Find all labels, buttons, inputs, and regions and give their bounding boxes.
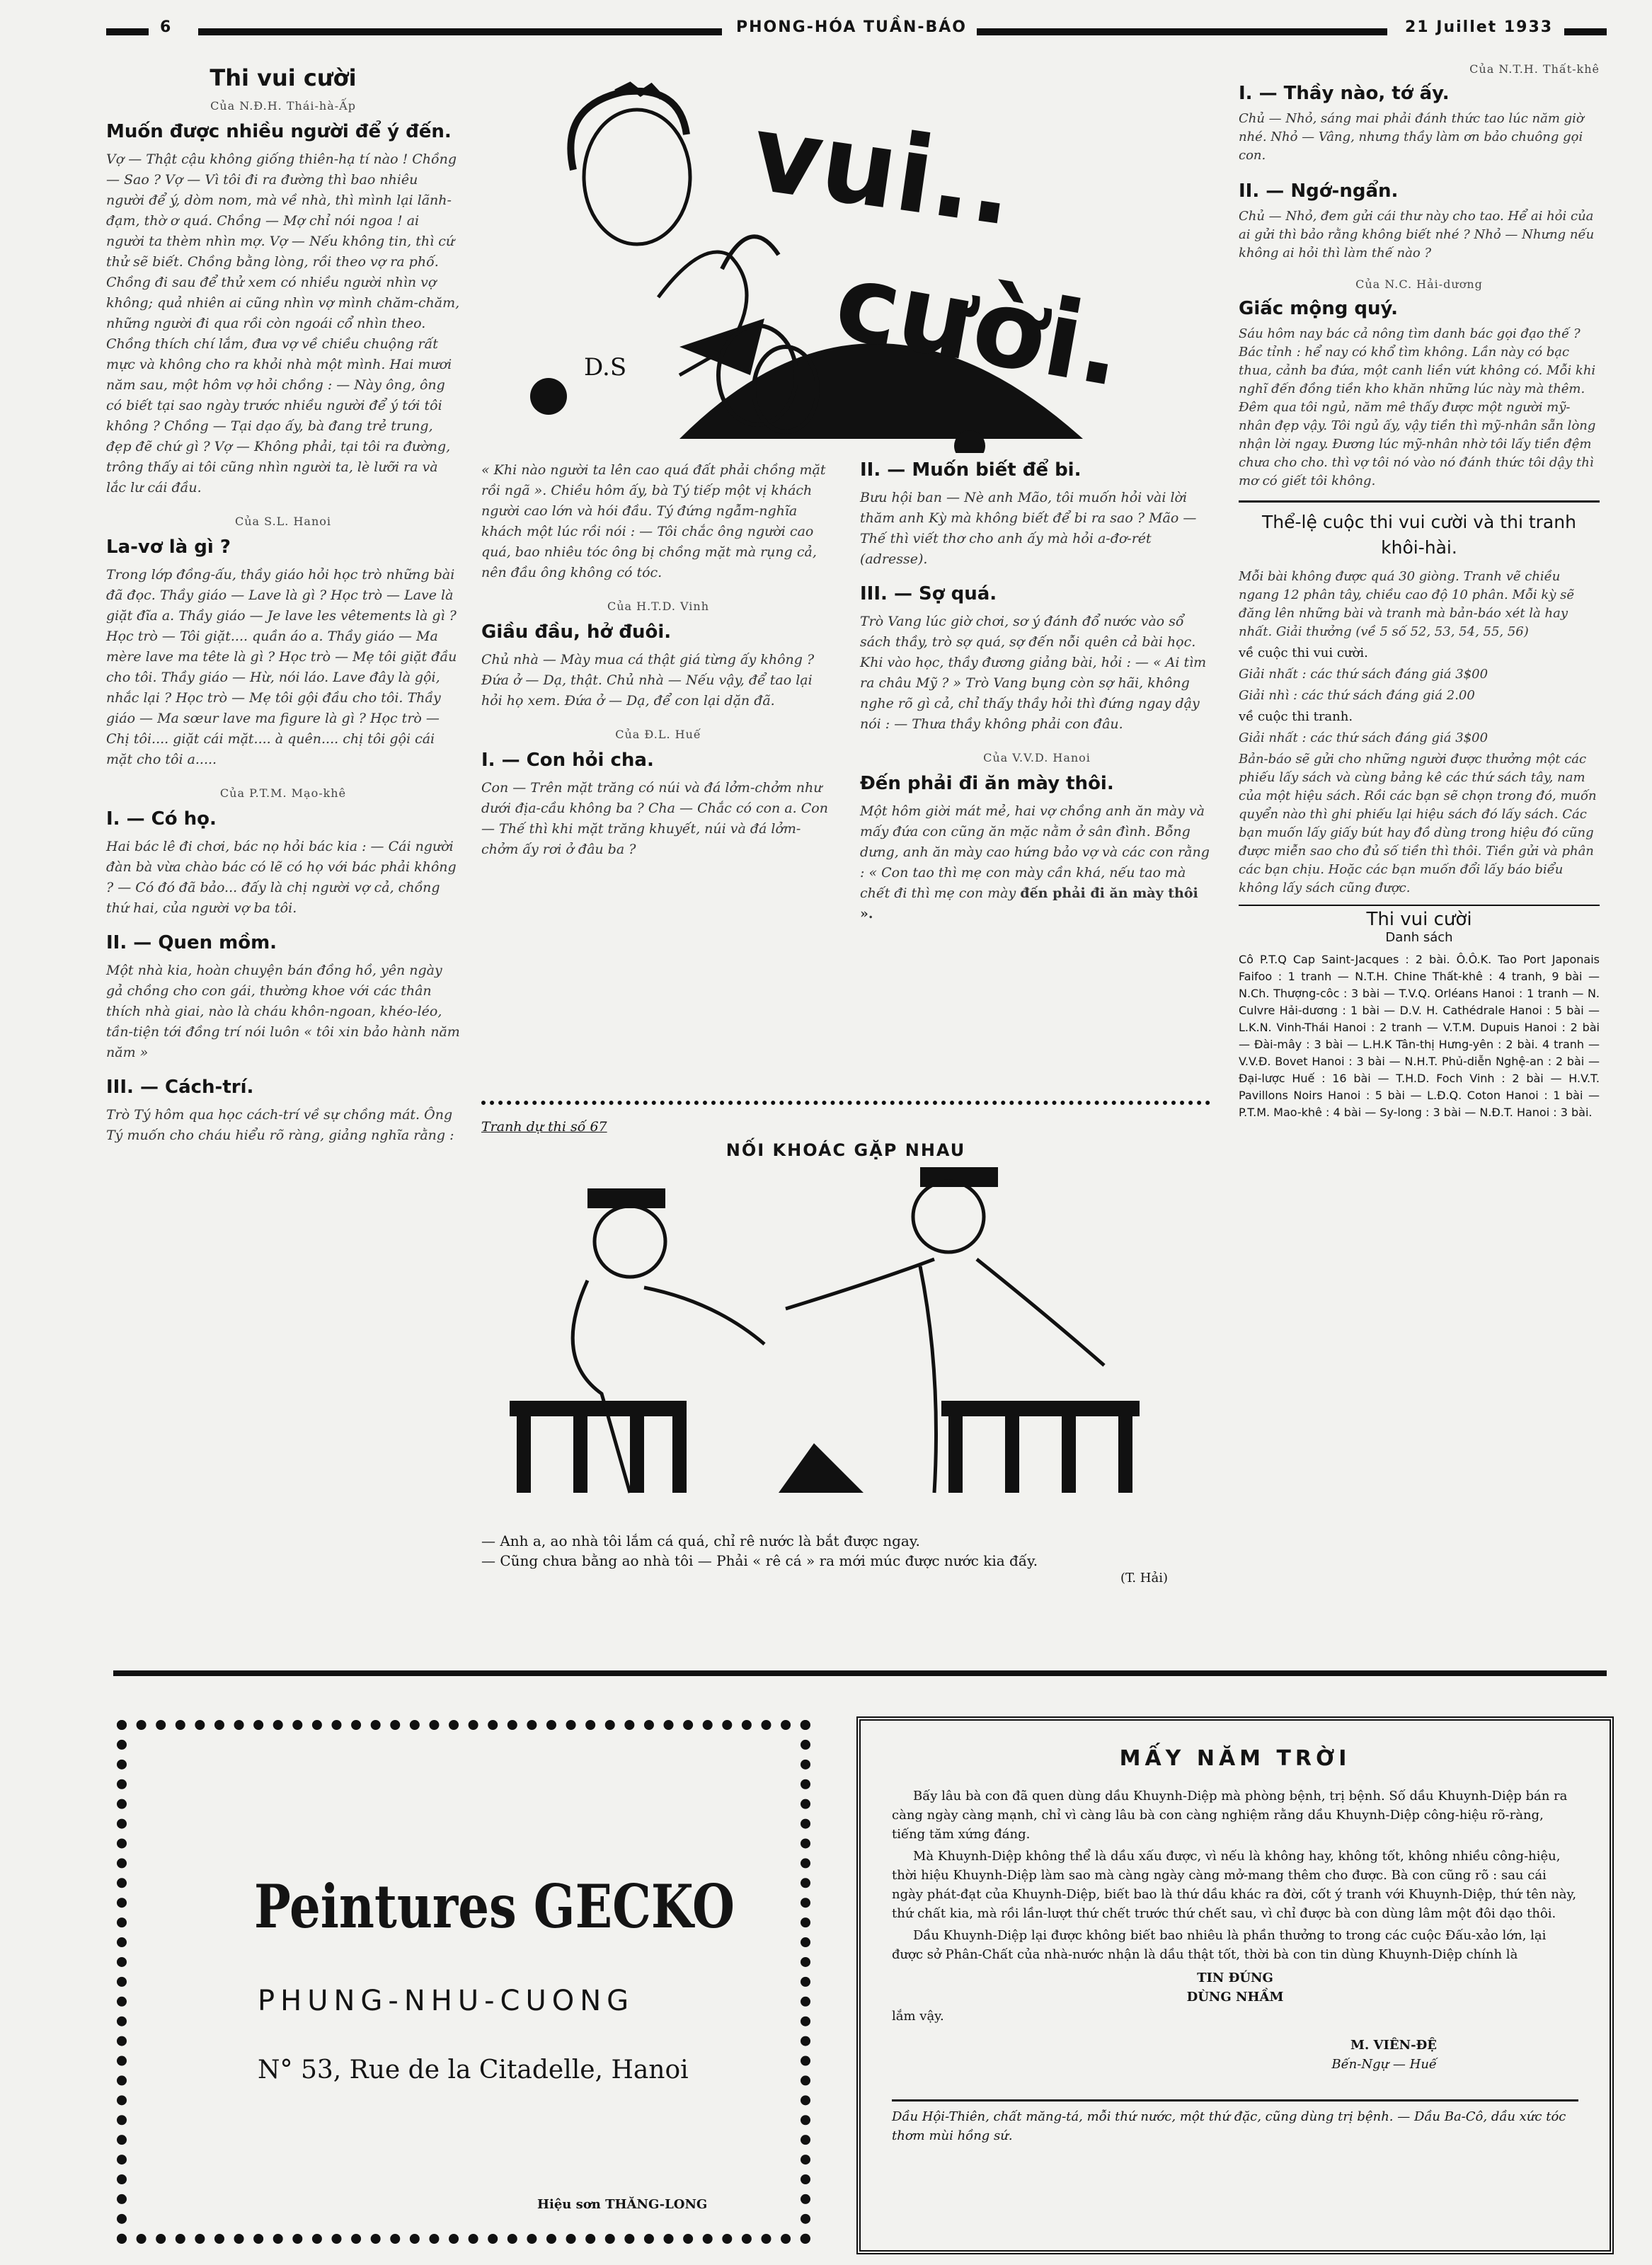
story-text: Trò Vang lúc giờ chơi, sơ ý đánh đổ nước vào sổ sách thầy, trò sợ quá, sợ đến nỗi quên cả bài học. Khi vào học, thầy đương giảng bài, hỏi : — « Ai tìm ra châu Mỹ ? » Trò Vang bụng còn sợ hãi, không nghe rõ gì cả, chỉ thấy thầy hỏi thì đứng ngay dậy nói : — Thưa thầy không phải con đâu. bbox=[860, 614, 1207, 732]
prize-item: Giải nhất : các thứ sách đáng giá 3$00 bbox=[1239, 667, 1488, 682]
ad-paragraph: Bấy lâu bà con đã quen dùng dầu Khuynh-Diệp mà phòng bệnh, trị bệnh. Số dầu Khuynh-Diệp bán ra càng ngày càng mạnh, chỉ vì càng lâu bà con càng nghiệm rằng dầu Khuynh-Diệp công-hiệu rõ-ràng, tiếng tăm xứng đáng. bbox=[892, 1789, 1568, 1842]
story-title: III. — Sợ quá. bbox=[860, 583, 997, 604]
story-text: Con — Trên mặt trăng có núi và đá lởm-chởm như dưới địa-cầu không ba ? Cha — Chắc có con a. Con — Thế thì khi mặt trăng khuyết, núi và đá lởm-chởm ấy rơi ở đâu ba ? bbox=[481, 780, 828, 857]
byline: Của N.T.H. Thất-khê bbox=[1469, 62, 1600, 76]
byline: Của Đ.L. Huế bbox=[615, 728, 701, 741]
ad-footer: Dầu Hội-Thiên, chất măng-tá, mỗi thứ nước, một thứ đặc, cũng dùng trị bệnh. — Dầu Ba-Cô, dầu xức tóc thơm mùi hồng sứ. bbox=[892, 2109, 1566, 2143]
rules-text: Mỗi bài không được quá 30 giòng. Tranh vẽ chiều ngang 12 phân tây, chiều cao độ 10 phân. Mỗi kỳ sẽ đăng lên những bài và tranh mà bản-báo xét là hay nhất. Giải thưởng (về 5 số 52, 53, 54, 55, 56) bbox=[1239, 569, 1575, 639]
story-title: II. — Muốn biết để bi. bbox=[860, 459, 1082, 481]
banner-illustration bbox=[517, 42, 1203, 453]
cartoon-caption-1: — Anh a, ao nhà tôi lắm cá quá, chỉ rê nước là bắt được ngay. bbox=[481, 1532, 920, 1549]
prize-item: Giải nhì : các thứ sách đáng giá 2.00 bbox=[1239, 688, 1475, 703]
story-text: Trong lớp đồng-ấu, thầy giáo hỏi học trò những bài đã đọc. Thầy giáo — Lave là gì ? Học trò — Lave là giặt đĩa a. Thầy giáo — Je lave les vêtements là gì ? Học trò — Tôi giặt.... quần áo a. Thầy giáo — Ma mère lave ma tête là gì ? Học trò — Mẹ tôi giặt đầu cho tôi. Thầy giáo — Hừ, nói láo. Lave đây là gội, nhắc lại ? Học trò — Mẹ tôi gội đầu cho tôi. Thầy giáo — Ma sœur lave ma figure là gì ? Học trò — Chị tôi.... giặt cái mặt.... à quên.... chị tôi gội cái mặt cho tôi a..... bbox=[106, 567, 457, 767]
ad-footer: Hiệu sơn THĂNG-LONG bbox=[537, 2197, 708, 2212]
issue-date: 21 Juillet 1933 bbox=[1405, 18, 1554, 36]
cartoon bbox=[481, 1101, 1210, 1646]
cartoon-drawing bbox=[481, 1160, 1210, 1528]
ad-lam-vay: lắm vậy. bbox=[892, 2009, 944, 2024]
cartoon-caption-2: — Cũng chưa bằng ao nhà tôi — Phải « rê cá » ra mới múc được nước kia đấy. bbox=[481, 1552, 1038, 1569]
story-title: La-vơ là gì ? bbox=[106, 537, 231, 558]
story-text: Chủ nhà — Mày mua cá thật giá từng ấy không ? Đứa ở — Dạ, thật. Chủ nhà — Nếu vậy, để tao lại hỏi họ xem. Đứa ở — Dạ, để con lại dặn đã. bbox=[481, 652, 815, 709]
ad-title: MẤY NĂM TRỜI bbox=[1119, 1746, 1351, 1771]
ad-place: Bến-Ngự — Huế bbox=[1331, 2057, 1437, 2072]
paper-name: PHONG-HÓA TUẦN-BÁO bbox=[736, 18, 967, 36]
prize-heading: về cuộc thi vui cười. bbox=[1239, 646, 1368, 660]
byline: Của V.V.D. Hanoi bbox=[983, 751, 1091, 764]
banner-art bbox=[517, 42, 1203, 453]
story-title: I. — Có họ. bbox=[106, 808, 217, 830]
story-text: Hai bác lê đi chơi, bác nọ hỏi bác kia : — Cái người đàn bà vừa chào bác có lẽ có họ với bác phải không ? — Có đó đã bảo... đấy là chị người vợ cả, chồng thứ hai, của người vợ ba tôi. bbox=[106, 839, 457, 916]
khuynh-diep-ad bbox=[856, 1716, 1614, 2254]
prize-item: Giải nhất : các thứ sách đáng giá 3$00 bbox=[1239, 730, 1488, 745]
story-title: Đến phải đi ăn mày thôi. bbox=[860, 773, 1114, 794]
story-text: Trò Tý hôm qua học cách-trí về sự chồng mát. Ông Tý muốn cho cháu hiểu rõ ràng, giảng nghĩa rằng : bbox=[106, 1107, 454, 1143]
story-text: « Khi nào người ta lên cao quá đất phải chồng mặt rồi ngã ». Chiều hôm ấy, bà Tý tiếp một vị khách người cao lớn và hói đầu. Tý đứng ngẫm-nghĩa khách một lúc rồi nói : — Tôi chắc ông người cao quá, bao nhiêu tóc ông bị chồng mặt mà rụng cả, nên đầu ông không có tóc. bbox=[481, 462, 826, 580]
ad-slogan-2: DÙNG NHẦM bbox=[1186, 1990, 1284, 2005]
byline: Của N.C. Hải-dương bbox=[1355, 277, 1483, 291]
ad-paragraph: Dầu Khuynh-Diệp lại được không biết bao nhiêu là phần thưởng to trong các cuộc Đấu-xảo lớn, lại được sở Phân-Chất của nhà-nước nhận là dầu thật tốt, thời bà con tin dùng Khuynh-Diệp chính là bbox=[892, 1928, 1547, 1962]
rules-title: Thể-lệ cuộc thi vui cười và thi tranh khôi-hài. bbox=[1262, 512, 1576, 558]
column-3 bbox=[860, 460, 1214, 927]
ad-signer: M. VIÊN-ĐỆ bbox=[1350, 2038, 1437, 2053]
story-title: Giấc mộng quý. bbox=[1239, 298, 1398, 319]
ad-subtitle: PHUNG-NHU-CUONG bbox=[258, 1985, 635, 2017]
story-text: Chủ — Nhỏ, đem gửi cái thư này cho tao. Hể ai hỏi của ai gửi thì bảo rằng không biết nhé ? Nhỏ — Nhưng nếu không ai hỏi thì làm thế nào ? bbox=[1239, 209, 1595, 260]
column-4 bbox=[1239, 60, 1600, 1124]
byline: Của S.L. Hanoi bbox=[235, 515, 331, 528]
story-text-body: Một hôm giời mát mẻ, hai vợ chồng anh ăn mày và mấy đứa con cũng ăn mặc nằm ở sân đình. Bỗng dưng, anh ăn mày cao hứng bảo vợ và các con rằng : « Con tao thì mẹ con mày cần khá, nếu tao mà chết đi thì mẹ con mày bbox=[860, 803, 1210, 901]
story-text bbox=[860, 801, 1214, 924]
ad-slogan-1: TIN ĐÚNG bbox=[1197, 1971, 1273, 1985]
byline: Của N.Đ.H. Thái-hà-Ấp bbox=[210, 99, 356, 113]
story-title: I. — Con hỏi cha. bbox=[481, 750, 654, 771]
story-title: II. — Ngớ-ngẩn. bbox=[1239, 180, 1399, 202]
story-ending: đến phải đi ăn mày thôi ». bbox=[860, 885, 1198, 922]
banner-title-cuoi: cười. bbox=[827, 239, 1132, 411]
story-text: Sáu hôm nay bác cả nông tìm danh bác gọi đạo thế ? Bác tỉnh : hể nay có khổ tìm không. Lần này có bạc thua, cảnh ba đứa, một canh liền vứt không có. Mỗi khi nghĩ đến đồng tiền kho khăn những lúc này mà thêm. Đêm qua tôi ngủ, năm mê thấy được một người mỹ-nhân đẹp vậy. Tôi ngủ ấy, vậy tiền thì mỹ-nhân sẵn lòng nhận lời ngay. Đương lúc mỹ-nhân nhờ tôi lấy tiền đệm chưa cho cho. thì vợ tôi nó vào nó đánh thức tôi dậy thì mơ có giết tôi không. bbox=[1239, 326, 1596, 488]
cartoon-label: Tranh dự thi số 67 bbox=[481, 1119, 607, 1135]
list-title: Thi vui cười bbox=[1366, 909, 1472, 930]
story-text: Bưu hội ban — Nè anh Mão, tôi muốn hỏi vài lời thăm anh Kỳ mà không biết để bi ra sao ? Mão — Thế thì viết thơ cho anh ấy mà hỏi a-đơ-rét (adresse). bbox=[860, 490, 1197, 567]
gecko-ad bbox=[117, 1720, 810, 2244]
artist-signature: D.S bbox=[584, 353, 627, 382]
contest-title: Thi vui cười bbox=[210, 64, 357, 91]
prize-heading: về cuộc thi tranh. bbox=[1239, 709, 1353, 724]
story-title: Muốn được nhiều người để ý đến. bbox=[106, 121, 452, 142]
story-title: II. — Quen mồm. bbox=[106, 932, 277, 953]
cartoon-credit: (T. Hải) bbox=[1120, 1571, 1168, 1586]
ad-title: Peintures GECKO bbox=[254, 1871, 735, 1942]
page-number: 6 bbox=[160, 18, 173, 36]
column-2 bbox=[481, 460, 835, 863]
story-title: I. — Thầy nào, tớ ấy. bbox=[1239, 83, 1450, 104]
byline: Của H.T.D. Vinh bbox=[607, 600, 710, 613]
story-title: Giầu đầu, hở đuôi. bbox=[481, 621, 672, 643]
ad-paragraph: Mà Khuynh-Diệp không thể là dầu xấu được, vì nếu là không hay, không tốt, không nhiều công-hiệu, thời hiệu Khuynh-Diệp làm sao mà càng ngày càng mở-mang thêm cho được. Bà con cũng rõ : sau cái ngày phát-đạt của Khuynh-Diệp, biết bao là thứ dầu khác ra đời, cốt ý tranh với Khuynh-Diệp, thứ tên này, thứ chất kia, mà rồi lần-lượt thứ chết trước thứ chết sau, vì chỉ được bà con dùng lâm một đôi dạo thôi. bbox=[892, 1849, 1577, 1921]
column-1 bbox=[106, 64, 460, 1149]
entrant-list: Cô P.T.Q Cap Saint-Jacques : 2 bài. Ô.Ô.K. Tao Port Japonais Faifoo : 1 tranh — N.T.H. Chine Thất-khê : 4 tranh, 9 bài — N.Ch. Thượng-côc : 3 bài — T.V.Q. Orléans Hanoi : 1 tranh — N. Culvre Hải-dương : 1 bài — D.V. H. Cathédrale Hanoi : 5 bài — L.K.N. Vinh-Thái Hanoi : 2 tranh — V.T.M. Dupuis Hanoi : 2 bài — Đài-mây : 3 bài — L.H.K Tân-thị Hưng-yên : 2 bài. 4 tranh — V.V.Đ. Bovet Hanoi : 3 bài — N.H.T. Phủ-diễn Nghệ-an : 2 bài — Đại-lược Huế : 16 bài — T.H.D. Foch Vinh : 2 bài — H.V.T. Pavillons Noirs Hanoi : 5 bài — L.Đ.Q. Coton Hanoi : 1 bài — P.T.M. Mao-khê : 4 bài — Sy-long : 3 bài — N.Đ.T. Hanoi : 3 bài. bbox=[1239, 953, 1600, 1119]
banner-title-vui: vui.. bbox=[745, 91, 1022, 251]
list-subtitle: Danh sách bbox=[1385, 930, 1453, 945]
cartoon-title: NỐI KHOÁC GẶP NHAU bbox=[725, 1140, 966, 1160]
story-text: Vợ — Thật cậu không giống thiên-hạ tí nào ! Chồng — Sao ? Vợ — Vì tôi đi ra đường thì bao nhiêu người để ý, dòm nom, mà về nhà, thì mình lại lãnh-đạm, thờ ơ quá. Chồng — Mợ chỉ nói ngoa ! ai người ta thèm nhìn mợ. Vợ — Nếu không tin, thì cứ thử sẽ biết. Chồng bằng lòng, rồi theo vợ ra phố. Chồng đi sau để thử xem có nhiều người nhìn vợ không; quả nhiên ai cũng nhìn vợ mình chăm-chăm, những người đi qua rồi còn ngoái cổ nhìn theo. Chồng thích chí lắm, đưa vợ về chiều chuộng rất mực và không cho ra khỏi nhà một mình. Hai mươi năm sau, một hôm vợ hỏi chồng : — Này ông, ông có biết tại sao ngày trước nhiều người để ý tới tôi không ? Chồng — Tại dạo ấy, bà đang trẻ trung, đẹp đẽ chứ gì ? Vợ — Không phải, tại tôi ra đường, trông thấy ai tôi cũng nhìn người ta, lè lưỡi ra và lắc lư cái đầu. bbox=[106, 151, 460, 495]
ad-address: N° 53, Rue de la Citadelle, Hanoi bbox=[258, 2055, 689, 2085]
story-text: Chủ — Nhỏ, sáng mai phải đánh thức tao lúc năm giờ nhé. Nhỏ — Vâng, nhưng thầy làm ơn bảo chuông gọi con. bbox=[1239, 111, 1584, 163]
story-title: III. — Cách-trí. bbox=[106, 1077, 254, 1098]
story-text: Một nhà kia, hoàn chuyện bán đồng hồ, yên ngày gả chồng cho con gái, thường khoe với các thân thích nhà giai, nào là cháu khôn-ngoan, khéo-léo, tần-tiện tới đồng trí nói luôn « tôi xin bảo hành năm năm » bbox=[106, 963, 460, 1060]
rules-text: Bản-báo sẽ gửi cho những người được thưởng một các phiếu lấy sách và cùng bảng kê các thứ sách tây, nam của một hiệu sách. Rồi các bạn sẽ chọn trong đó, muốn quyển nào thì ghi phiếu lại hiệu sách đó lấy sách. Các bạn muốn lấy giấy bút hay đồ dùng trong hiệu đó cũng được miễn sao cho đủ số tiền thì thôi. Tiền gửi và phân các bạn chịu. Hoặc các bạn muốn đổi lấy báo biểu không lấy sách cũng được. bbox=[1239, 752, 1597, 895]
byline: Của P.T.M. Mạo-khê bbox=[219, 786, 347, 800]
